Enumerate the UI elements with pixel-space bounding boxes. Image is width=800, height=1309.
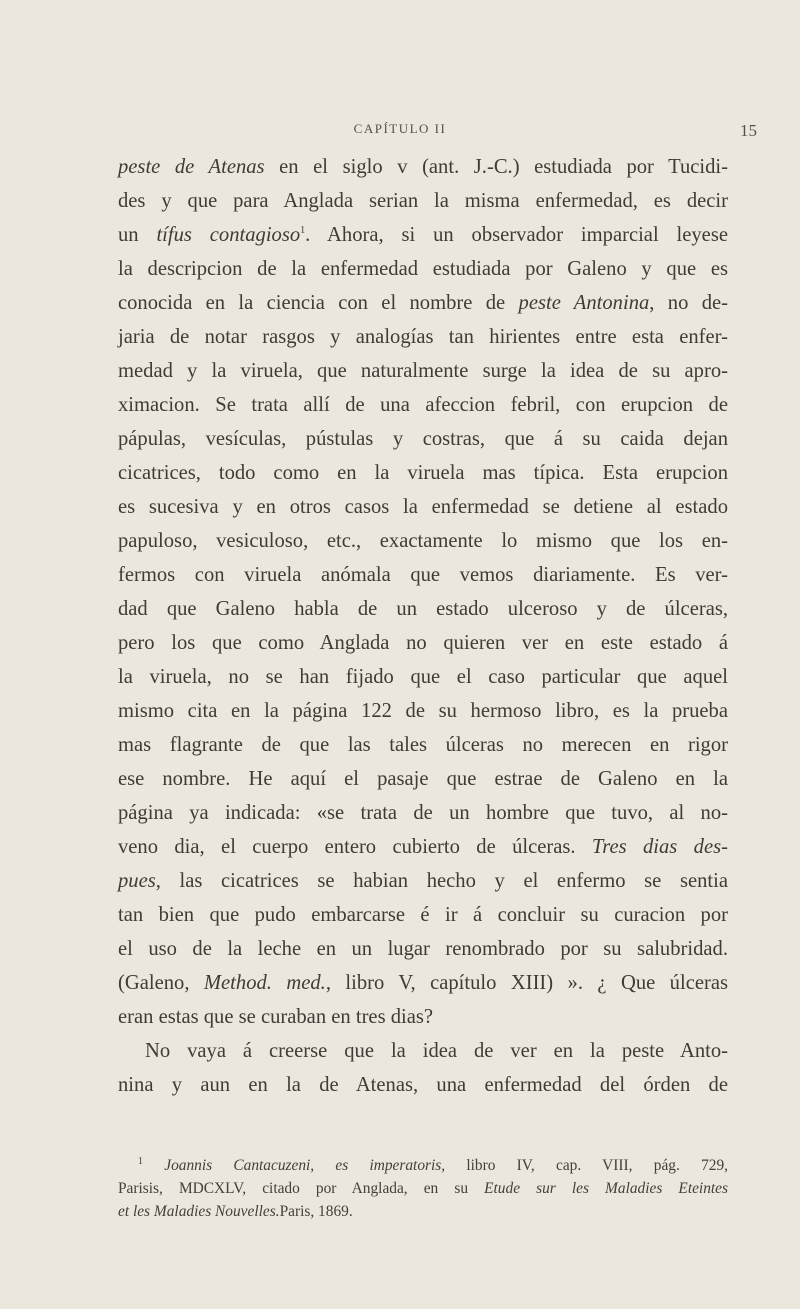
text-line: ximacion. Se trata allí de una afeccion febril, con erupcion de xyxy=(118,394,728,416)
text-line: un tífus contagioso$^1$. Ahora, si un observador imparcial leyese xyxy=(118,224,728,246)
running-header xyxy=(0,121,800,145)
footnote-ref: 1 xyxy=(300,225,306,237)
text-line: ese nombre. He aquí el pasaje que estrae de Galeno en la xyxy=(118,768,728,790)
text-line: es sucesiva y en otros casos la enfermedad se detiene al estado xyxy=(118,496,728,518)
text-line: página ya indicada: «se trata de un hombre que tuvo, al no- xyxy=(118,802,728,824)
text-line: papuloso, vesiculoso, etc., exactamente lo mismo que los en- xyxy=(118,530,728,552)
text-line: (Galeno, Method. med., libro V, capítulo XIII) ». ¿ Que úlceras xyxy=(118,972,728,994)
text-line: No vaya á creerse que la idea de ver en la peste Anto- xyxy=(145,1040,728,1062)
text-line: mismo cita en la página 122 de su hermoso libro, es la prueba xyxy=(118,700,728,722)
text-line: medad y la viruela, que naturalmente surge la idea de su apro- xyxy=(118,360,728,382)
text-line: fermos con viruela anómala que vemos diariamente. Es ver- xyxy=(118,564,728,586)
text-line: peste de Atenas en el siglo v (ant. J.-C.) estudiada por Tucidi- xyxy=(118,156,729,178)
page-number: 15 xyxy=(740,121,757,140)
text-line: conocida en la ciencia con el nombre de peste Antonina, no de- xyxy=(118,292,728,314)
footnote-line: Parisis, MDCXLV, citado por Anglada, en su Etude sur les Maladies Eteintes xyxy=(118,1180,728,1197)
text-line: el uso de la leche en un lugar renombrado por su salubridad. xyxy=(118,938,728,960)
text-line: cicatrices, todo como en la viruela mas típica. Esta erupcion xyxy=(118,462,728,484)
text-line: la descripcion de la enfermedad estudiada por Galeno y que es xyxy=(118,258,728,280)
text-line: pápulas, vesículas, pústulas y costras, que á su caida dejan xyxy=(118,428,728,450)
text-line: veno dia, el cuerpo entero cubierto de úlceras. Tres dias des- xyxy=(118,836,728,858)
text-line: la viruela, no se han fijado que el caso particular que aquel xyxy=(118,666,728,688)
text-line: des y que para Anglada serian la misma enfermedad, es decir xyxy=(118,190,728,212)
text-line: eran estas que se curaban en tres dias? xyxy=(118,1006,434,1028)
text-line: tan bien que pudo embarcarse é ir á concluir su curacion por xyxy=(118,904,728,926)
footnote-line: et les Maladies Nouvelles.Paris, 1869. xyxy=(118,1203,353,1220)
text-line: pues, las cicatrices se habian hecho y el enfermo se sentia xyxy=(118,870,728,892)
text-line: pero los que como Anglada no quieren ver en este estado á xyxy=(118,632,728,654)
text-line: mas flagrante de que las tales úlceras no merecen en rigor xyxy=(118,734,728,756)
text-line: dad que Galeno habla de un estado ulceroso y de úlceras, xyxy=(118,598,728,620)
text-line: nina y aun en la de Atenas, una enfermedad del órden de xyxy=(118,1074,728,1096)
text-line: jaria de notar rasgos y analogías tan hirientes entre esta enfer- xyxy=(118,326,728,348)
footnote-marker: 1 xyxy=(138,1155,143,1167)
footnote-line: $^1$ Joannis Cantacuzeni, es imperatoris, libro IV, cap. VIII, pág. 729, xyxy=(138,1155,728,1174)
footnote xyxy=(118,1154,728,1223)
body-text xyxy=(118,150,728,1102)
chapter-title: CAPÍTULO II xyxy=(353,121,447,136)
